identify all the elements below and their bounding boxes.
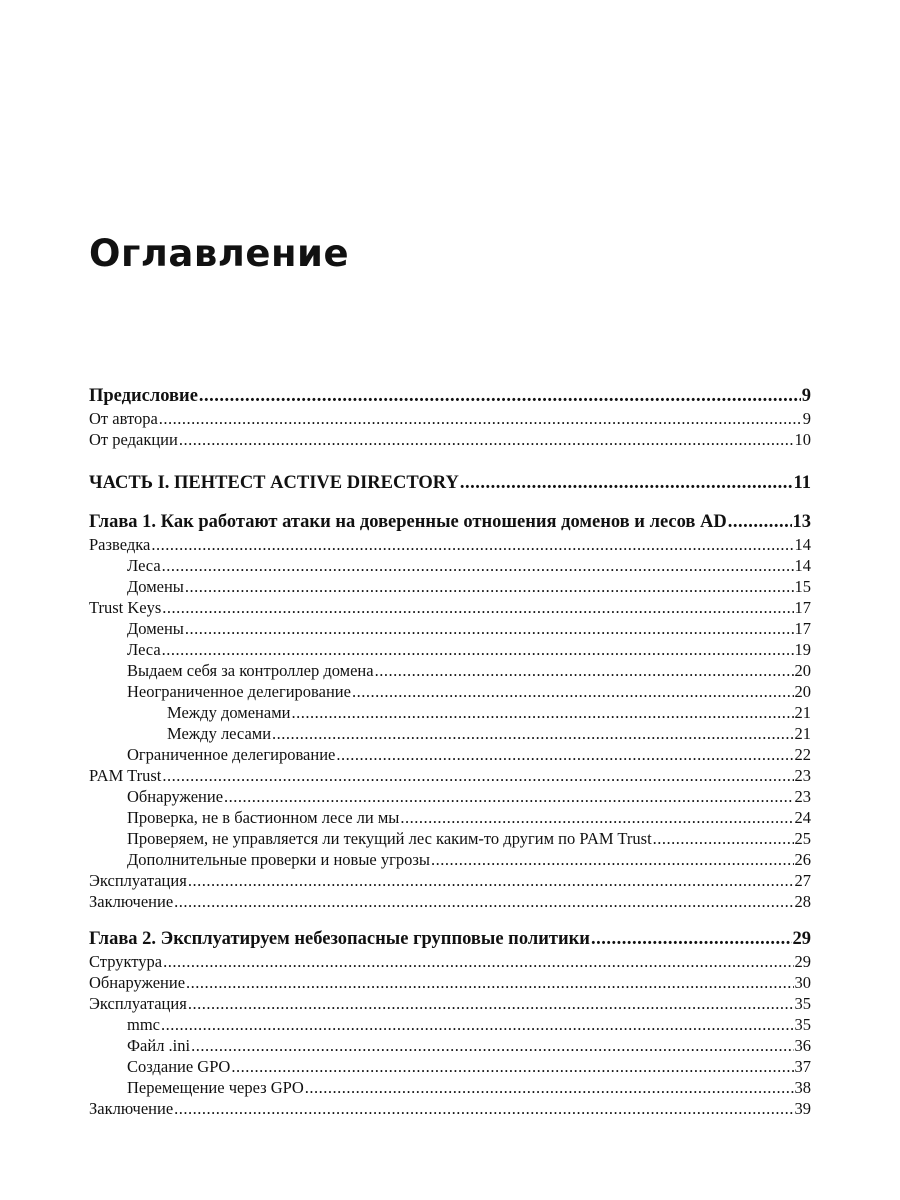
toc-entry[interactable] [89,828,811,849]
toc-entry[interactable] [89,1014,811,1035]
toc-entry-page: 38 [794,1078,811,1097]
toc-entry-page: 10 [794,430,811,449]
toc-entry[interactable] [89,555,811,576]
toc-entry-page: 23 [794,766,811,785]
dot-leader [185,618,794,639]
toc-entry-title: Разведка [89,535,151,554]
toc-entry-page: 19 [794,640,811,659]
toc-entry-title: Неограниченное делегирование [127,682,351,701]
dot-leader [375,660,794,681]
toc-entry-page: 11 [793,473,811,493]
toc-entry-title: ЧАСТЬ I. ПЕНТЕСТ ACTIVE DIRECTORY [89,473,459,493]
toc-entry[interactable] [89,786,811,807]
toc-entry-page: 36 [794,1036,811,1055]
toc-entry[interactable] [89,870,811,891]
toc-entry-page: 15 [794,577,811,596]
toc-entry-title: Домены [127,619,184,638]
toc-entry-page: 14 [794,556,811,575]
toc-entry[interactable] [89,429,811,450]
toc-entry-page: 24 [794,808,811,827]
toc-entry[interactable] [89,660,811,681]
dot-leader [291,702,793,723]
toc-entry[interactable] [89,597,811,618]
toc-entry-page: 35 [794,994,811,1013]
toc-entry-title: Обнаружение [89,973,186,992]
toc-heading-entry[interactable] [89,510,811,534]
toc-heading-entry[interactable] [89,927,811,951]
toc-entry-page: 26 [794,850,811,869]
dot-leader [352,681,794,702]
toc-entry[interactable] [89,849,811,870]
dot-leader [305,1077,794,1098]
toc-entry[interactable] [89,576,811,597]
dot-leader [174,891,793,912]
dot-leader [162,639,794,660]
toc-entry[interactable] [89,534,811,555]
toc-entry[interactable] [89,618,811,639]
dot-leader [159,408,802,429]
toc-entry-title: Проверяем, не управляется ли текущий лес каким-то другим по PAM Trust [127,829,652,848]
toc-entry[interactable] [89,993,811,1014]
toc-entry-title: Леса [127,640,161,659]
toc-entry[interactable] [89,891,811,912]
dot-leader [231,1056,793,1077]
toc-entry-title: Заключение [89,892,174,911]
toc-entry-title: Между лесами [167,724,272,743]
toc-entry-title: Проверка, не в бастионном лесе ли мы [127,808,400,827]
toc-entry-page: 25 [794,829,811,848]
toc-entry-title: Глава 1. Как работают атаки на доверенные отношения доменов и лесов AD [89,512,727,532]
toc-entry-title: Между доменами [167,703,291,722]
toc-entry-page: 17 [794,598,811,617]
dot-leader [162,765,793,786]
toc-entry-title: Обнаружение [127,787,224,806]
toc-entry-title: Глава 2. Эксплуатируем небезопасные групповые политики [89,929,590,949]
toc-entry-page: 20 [794,682,811,701]
dot-leader [188,993,794,1014]
toc-entry-title: Выдаем себя за контроллер домена [127,661,374,680]
toc-entry-page: 21 [794,703,811,722]
dot-leader [400,807,793,828]
toc-entry-page: 20 [794,661,811,680]
toc-entry[interactable] [89,702,811,723]
dot-leader [186,972,793,993]
dot-leader [431,849,794,870]
dot-leader [161,1014,794,1035]
toc-entry-page: 28 [794,892,811,911]
toc-entry-title: От автора [89,409,158,428]
dot-leader [179,429,794,450]
toc-entry-title: Ограниченное делегирование [127,745,336,764]
toc-entry-page: 35 [794,1015,811,1034]
dot-leader [191,1035,793,1056]
toc-entry-page: 23 [794,787,811,806]
toc-entry[interactable] [89,1035,811,1056]
toc-entry-title: Trust Keys [89,598,162,617]
dot-leader [162,555,794,576]
toc-entry[interactable] [89,639,811,660]
toc-entry-page: 30 [794,973,811,992]
toc-entry-title: Структура [89,952,163,971]
dot-leader [591,927,792,951]
dot-leader [199,384,801,408]
toc-entry-title: Домены [127,577,184,596]
toc-heading-entry[interactable] [89,384,811,408]
dot-leader [460,471,793,495]
toc-entry-title: Эксплуатация [89,994,187,1013]
dot-leader [653,828,794,849]
toc-entry[interactable] [89,1098,811,1119]
toc-heading-entry[interactable] [89,471,811,495]
toc-entry-title: mmc [127,1015,160,1034]
table-of-contents [89,384,811,1119]
toc-entry-page: 9 [802,409,811,428]
toc-entry[interactable] [89,681,811,702]
toc-entry[interactable] [89,1056,811,1077]
toc-entry-page: 29 [792,929,811,949]
toc-entry-title: Дополнительные проверки и новые угрозы [127,850,430,869]
dot-leader [224,786,793,807]
page-title: Оглавление [89,232,350,275]
toc-entry-title: Перемещение через GPO [127,1078,304,1097]
toc-entry-page: 22 [794,745,811,764]
toc-entry[interactable] [89,744,811,765]
toc-entry[interactable] [89,951,811,972]
toc-entry[interactable] [89,723,811,744]
toc-entry-page: 17 [794,619,811,638]
toc-entry-title: Файл .ini [127,1036,191,1055]
toc-entry-page: 37 [794,1057,811,1076]
dot-leader [174,1098,793,1119]
toc-entry[interactable] [89,807,811,828]
toc-entry[interactable] [89,765,811,786]
toc-entry[interactable] [89,408,811,429]
toc-entry-title: Создание GPO [127,1057,231,1076]
toc-entry[interactable] [89,1077,811,1098]
dot-leader [185,576,794,597]
toc-entry-page: 21 [794,724,811,743]
toc-entry[interactable] [89,972,811,993]
dot-leader [336,744,793,765]
toc-entry-title: Заключение [89,1099,174,1118]
dot-leader [163,951,793,972]
toc-entry-title: Эксплуатация [89,871,187,890]
dot-leader [162,597,793,618]
toc-entry-page: 39 [794,1099,811,1118]
toc-entry-title: PAM Trust [89,766,162,785]
dot-leader [272,723,793,744]
toc-entry-page: 9 [801,386,811,406]
toc-entry-title: Предисловие [89,386,198,406]
toc-entry-page: 14 [794,535,811,554]
toc-entry-title: Леса [127,556,161,575]
toc-entry-page: 27 [794,871,811,890]
toc-entry-title: От редакции [89,430,178,449]
toc-entry-page: 29 [794,952,811,971]
dot-leader [151,534,793,555]
toc-entry-page: 13 [792,512,811,532]
dot-leader [188,870,794,891]
dot-leader [728,510,792,534]
